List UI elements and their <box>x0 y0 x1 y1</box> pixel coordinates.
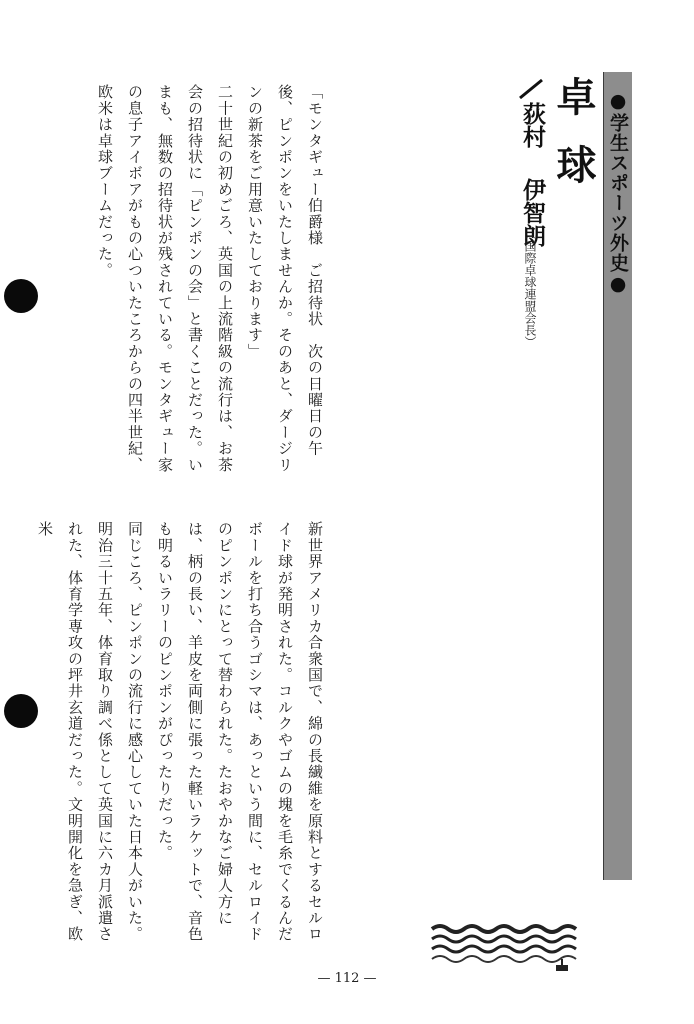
body-block-top <box>90 84 330 488</box>
author-name <box>517 102 547 247</box>
body-paragraph: 「モンタギュー伯爵様 ご招待状 次の日曜日の午後、ピンポンをいたしませんか。そのあと、ダージリンの新茶をご用意いたしております」 <box>246 84 324 473</box>
body-paragraph: 新世界アメリカ合衆国で、綿の長繊維を原料とするセルロイド球が発明された。コルクやゴムの塊を毛糸でくるんだボールを打ち合うゴシマは、あっという間に、セルロイドのピンポンにとって替わられた。たおやかなご婦人方には、柄の長い、羊皮を両側に張った軽いラケットで、音色も明るいラリーのピンポンがぴったりだった。 <box>156 521 324 943</box>
body-paragraph: 同じころ、ピンポンの流行に感心していた日本人がいた。明治三十五年、体育取り調べ係として英国に六カ月派遣された、体育学専攻の坪井玄道だった。文明開化を急ぎ、欧米 <box>36 521 144 943</box>
series-label: ●学生スポーツ外史● <box>607 90 629 296</box>
author-given-name: 伊智朗 <box>519 178 545 247</box>
page-number: — 112 — <box>317 971 377 986</box>
article-title: 卓球 <box>550 76 596 212</box>
wave-illustration <box>430 915 580 975</box>
binder-hole <box>4 279 38 313</box>
slash-mark <box>518 78 544 100</box>
body-paragraph: 二十世紀の初めごろ、英国の上流階級の流行は、お茶会の招待状に「ピンポンの会」と書くことだった。いまも、無数の招待状が残されている。モンタギュー家の息子アイボアがもの心ついたころからの四半世紀、欧米は卓球ブームだった。 <box>96 84 234 473</box>
author-family-name: 荻村 <box>519 102 545 148</box>
author-affiliation: （国際卓球連盟会長） <box>523 228 537 348</box>
body-block-bottom <box>30 521 330 955</box>
series-banner <box>603 72 632 880</box>
